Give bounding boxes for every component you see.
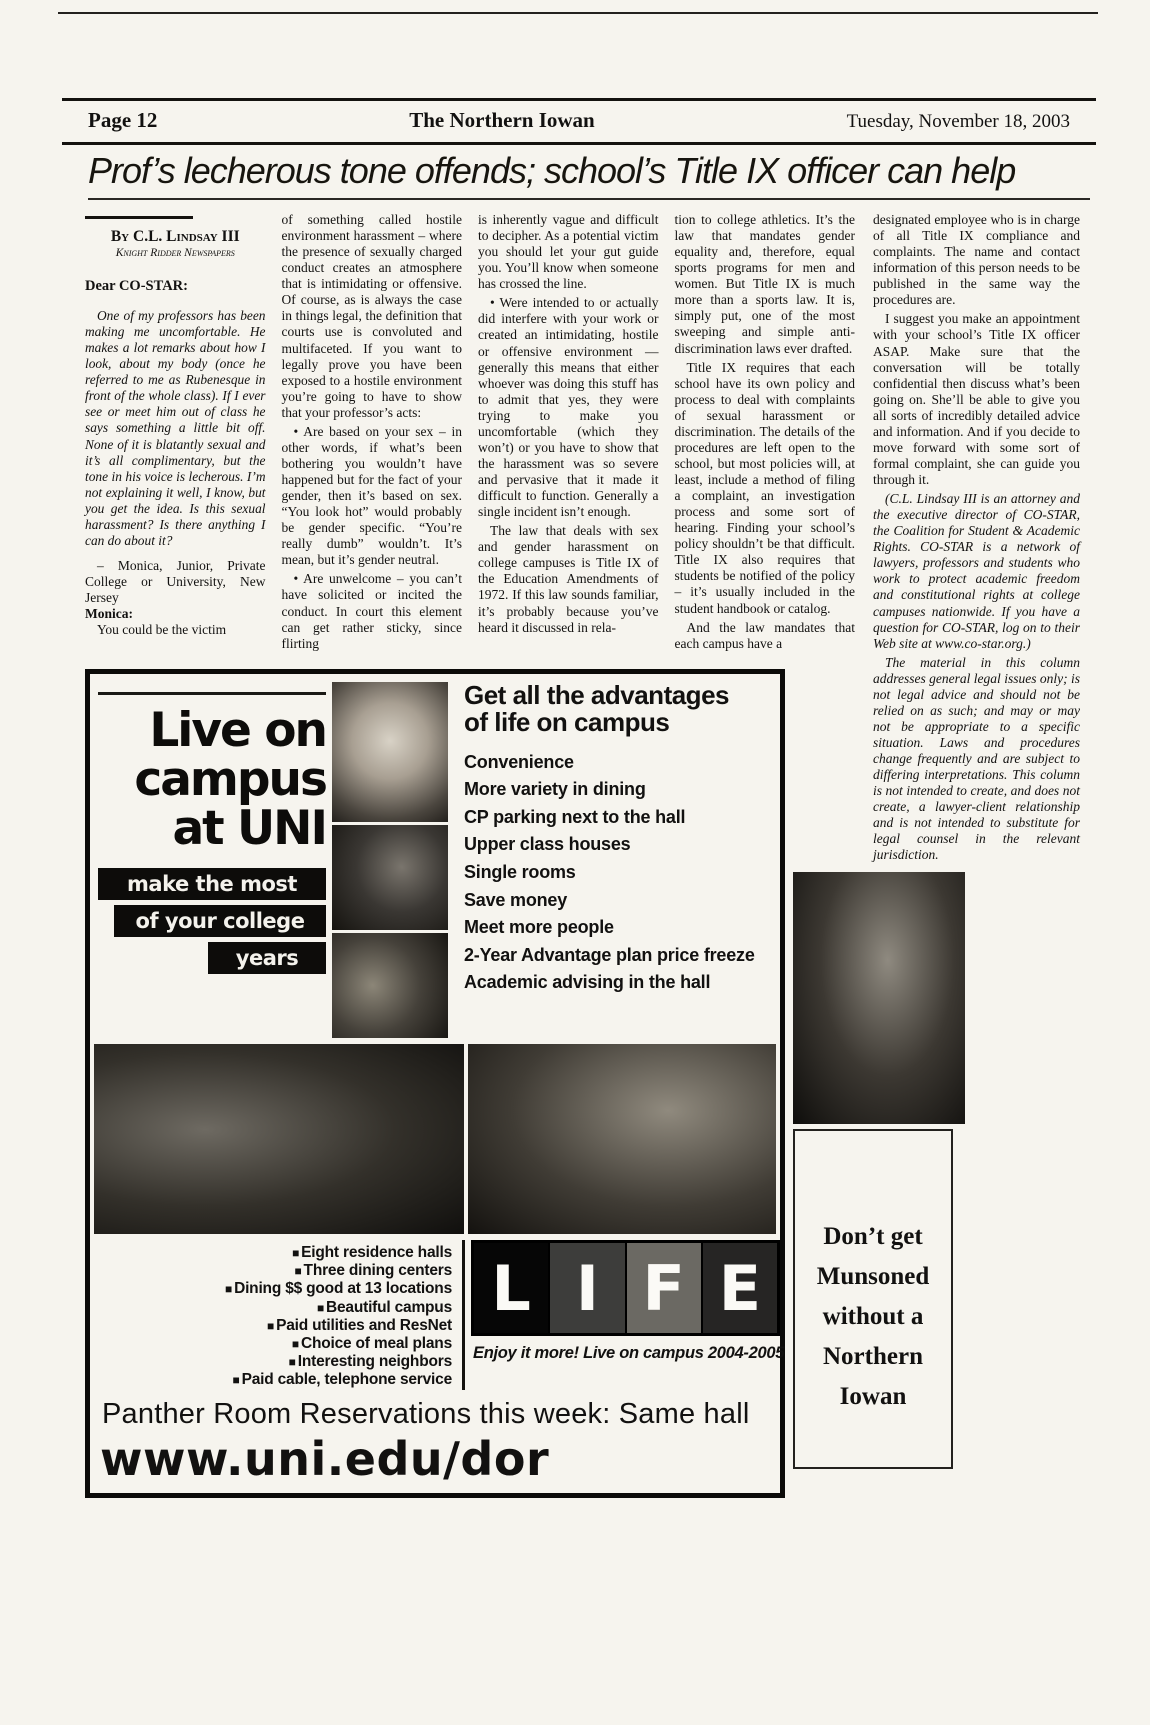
ad-feature-label: Paid utilities and ResNet bbox=[276, 1316, 452, 1334]
page-content bbox=[85, 212, 1095, 1498]
ad-benefit-item: Upper class houses bbox=[464, 834, 631, 855]
article-columns bbox=[85, 212, 855, 660]
house-ad-line: Don’t get bbox=[823, 1222, 923, 1250]
ad-benefits-list bbox=[464, 752, 772, 994]
right-zone bbox=[816, 212, 1080, 1498]
ad-benefit-item: Save money bbox=[464, 889, 568, 910]
masthead bbox=[62, 98, 1096, 145]
paper-name: The Northern Iowan bbox=[409, 108, 595, 132]
campus-photo bbox=[332, 933, 448, 1038]
square-bullet-icon: ■ bbox=[232, 1373, 240, 1388]
article-headline: Prof’s lecherous tone offends; school’s Title IX officer can help bbox=[88, 150, 1016, 191]
ad-top-section bbox=[90, 674, 780, 1044]
article-column-3 bbox=[478, 212, 659, 660]
house-ad-line: Iowan bbox=[839, 1382, 907, 1410]
article-paragraph: • Were intended to or actually did interfere with your work or created an intimidating, hostile or offensive environment — generally this means that either whoever was doing this stuff has to admit that yes, they were trying to make you uncomfortable (which they won’t) or you have to show that the harassment was so severe and pervasive that it made it difficult to function. Generally a single incident isn’t enough. bbox=[478, 295, 659, 520]
ad-group-photos bbox=[90, 1044, 780, 1234]
article-paragraph: • Are unwelcome – you can’t have solicited or incited the conduct. In court this element can get rather sticky, since flirting bbox=[281, 571, 462, 651]
ad-feature-item bbox=[90, 1299, 452, 1317]
ad-feature-label: Interesting neighbors bbox=[297, 1353, 452, 1371]
ad-features-list bbox=[90, 1240, 462, 1390]
ad-benefits-title-line: Get all the advantages bbox=[464, 680, 729, 710]
ad-feature-item bbox=[90, 1335, 452, 1353]
article-disclaimer-paragraph: The material in this column addresses general legal issues only; is not legal advice and should not be relied on as such; and may or may not be appropriate to a specific situation. Laws and procedures change frequently and are subject to differing interpretations. This column is not intended to create, and does not create, a lawyer-client relationship and is not intended to substitute for legal counsel in the relevant jurisdiction. bbox=[873, 654, 1080, 863]
ad-subhead-bar: make the most bbox=[98, 868, 326, 900]
life-logo bbox=[471, 1240, 780, 1336]
life-letter: I bbox=[550, 1243, 624, 1333]
house-ad-line: without a bbox=[822, 1302, 924, 1330]
students-group-photo bbox=[94, 1044, 464, 1234]
campus-photo bbox=[332, 825, 448, 930]
letter-body: One of my professors has been making me uncomfortable. He makes a lot remarks about how I look, about my body (once he referred to me as Rubenesque in front of the whole class). If I ever see or meet him out of class he says something a little bit off. None of it is blatantly sexual and it’s all complimentary, but the tone in his voice is lecherous. I’m not explaining it well, I know, but you get the idea. Is this sexual harassment? Is there anything I can do about it? bbox=[85, 307, 266, 549]
ad-feature-label: Eight residence halls bbox=[301, 1244, 452, 1261]
ad-subhead-bars bbox=[98, 868, 326, 974]
square-bullet-icon: ■ bbox=[316, 1300, 324, 1315]
ad-feature-item bbox=[90, 1280, 452, 1298]
ad-benefit-item: Academic advising in the hall bbox=[464, 972, 711, 993]
students-group-photo bbox=[468, 1044, 776, 1234]
ad-feature-label: Paid cable, telephone service bbox=[241, 1371, 452, 1389]
ad-feature-label: Choice of meal plans bbox=[300, 1335, 452, 1353]
ad-bottom-section bbox=[90, 1240, 785, 1390]
article-paragraph: is inherently vague and difficult to decipher. As a potential victim you should let your gut guide you. You’ll know when someone has crossed the line. bbox=[478, 212, 659, 292]
ad-rule bbox=[98, 692, 326, 695]
ad-tagline: Enjoy it more! Live on campus 2004-2005 bbox=[473, 1344, 785, 1362]
house-ad-line: Northern bbox=[823, 1342, 923, 1370]
ad-benefit-item: CP parking next to the hall bbox=[464, 806, 686, 827]
ad-subhead-bar: of your college bbox=[114, 905, 326, 937]
reservation-line: Panther Room Reservations this week: Same hall bbox=[102, 1398, 750, 1430]
ad-headline-block bbox=[98, 682, 326, 1044]
article-paragraph: Title IX requires that each school have its own policy and process to deal with complaints of sexual harassment or discrimination. The details of the procedures are left open to the school, but most policies will, at least, include a method of filing a complaint, an investigation process and some sort of hearing. Finding your school’s policy shouldn’t be that difficult. Title IX also requires that students be notified of the policy – it’s usually included in the student handbook or catalog. bbox=[674, 359, 855, 616]
ad-benefit-item: Single rooms bbox=[464, 861, 576, 882]
headline-block bbox=[88, 150, 1090, 200]
reply-salutation: Monica: bbox=[85, 606, 133, 622]
headline-rule bbox=[88, 198, 1090, 200]
square-bullet-icon: ■ bbox=[267, 1318, 275, 1333]
uni-live-on-campus-ad bbox=[85, 669, 785, 1498]
article-paragraph: • Are based on your sex – in other words, if what’s been bothering you wouldn’t have happened but for the fact of your gender, then it’s based on sex. “You look hot” would probably be gender specific. “You’re really dumb” wouldn’t. It’s mean, but it’s gender neutral. bbox=[281, 423, 462, 568]
life-letter: F bbox=[627, 1243, 701, 1333]
article-paragraph: of something called hostile environment harassment – where the presence of sexually charged conduct creates an atmosphere that is intimidating or offensive. Of course, as is always the case in things legal, the definition that courts use is convoluted and multifaceted. If you want to legally prove you have been exposed to a hostile environment you’re going to have to show that your professor’s acts: bbox=[281, 212, 462, 420]
northern-iowan-house-ad bbox=[793, 1129, 953, 1469]
ad-feature-item bbox=[90, 1317, 452, 1335]
article-column-1 bbox=[85, 212, 266, 660]
article-paragraph: tion to college athletics. It’s the law that mandates gender equality and, therefore, equal sports programs for men and women. But Title IX is much more than a sports law. It is, simply put, one of the most sweeping and simple anti-discrimination laws ever drafted. bbox=[674, 212, 855, 356]
byline-credit: Knight Ridder Newspapers bbox=[115, 247, 235, 260]
life-logo-block bbox=[462, 1240, 785, 1390]
ad-benefits-block bbox=[448, 682, 772, 1044]
ad-feature-item bbox=[90, 1353, 452, 1371]
ad-feature-item bbox=[90, 1371, 452, 1389]
article-paragraph: designated employee who is in charge of all Title IX compliance and complaints. The name and contact information of this person needs to be published in the same way the procedures are. bbox=[873, 212, 1080, 308]
article-bio-paragraph: (C.L. Lindsay III is an attorney and the executive director of CO-STAR, the Coalition for Student & Academic Rights. CO-STAR is a network of lawyers, professors and students who work to protect academic freedom and constitutional rights at college campuses nationwide. If you have a question for CO-STAR, log on to their Web site at www.co-star.org.) bbox=[873, 491, 1080, 651]
life-letter: E bbox=[703, 1243, 777, 1333]
ad-feature-item bbox=[90, 1262, 452, 1280]
ad-feature-label: Dining $$ good at 13 locations bbox=[234, 1280, 452, 1298]
ad-subhead-bar: years bbox=[208, 942, 326, 974]
ad-benefit-item: More variety in dining bbox=[464, 779, 646, 800]
ad-headline-line: at UNI bbox=[172, 800, 326, 856]
page-number: Page 12 bbox=[88, 108, 158, 132]
article-paragraph: And the law mandates that each campus have a bbox=[674, 619, 855, 651]
students-photo bbox=[793, 872, 965, 1124]
ad-url: www.uni.edu/dor bbox=[100, 1432, 550, 1486]
ad-headline-line: campus bbox=[134, 751, 326, 807]
ad-photo-strip bbox=[326, 682, 448, 1044]
ad-benefit-item: Convenience bbox=[464, 751, 574, 772]
ad-feature-item bbox=[90, 1244, 452, 1262]
square-bullet-icon: ■ bbox=[294, 1264, 302, 1279]
square-bullet-icon: ■ bbox=[291, 1337, 299, 1352]
left-zone bbox=[85, 212, 855, 1498]
ad-benefit-item: 2-Year Advantage plan price freeze bbox=[464, 944, 755, 965]
article-column-4 bbox=[675, 212, 856, 660]
student-portrait-photo bbox=[332, 682, 448, 822]
letter-salutation: Dear CO-STAR: bbox=[85, 277, 188, 294]
ad-benefits-title-line: of life on campus bbox=[464, 707, 670, 738]
article-column-5 bbox=[873, 212, 1080, 864]
page-edge-line bbox=[58, 12, 1098, 14]
square-bullet-icon: ■ bbox=[288, 1355, 296, 1370]
byline: By C.L. Lindsay III bbox=[110, 228, 240, 245]
square-bullet-icon: ■ bbox=[225, 1282, 233, 1297]
life-letter: L bbox=[474, 1243, 548, 1333]
article-paragraph: The law that deals with sex and gender harassment on college campuses is Title IX of the Education Amendments of 1972. If this law sounds familiar, it’s probably because you’ve heard it discussed in rela- bbox=[478, 523, 659, 635]
letter-signature: – Monica, Junior, Private College or University, New Jersey bbox=[85, 558, 266, 606]
ad-feature-label: Three dining centers bbox=[303, 1262, 452, 1280]
ad-feature-label: Beautiful campus bbox=[326, 1298, 452, 1316]
issue-date: Tuesday, November 18, 2003 bbox=[846, 111, 1070, 132]
byline-rule bbox=[85, 216, 193, 219]
article-column-2 bbox=[282, 212, 463, 660]
square-bullet-icon: ■ bbox=[292, 1246, 300, 1260]
ad-benefit-item: Meet more people bbox=[464, 917, 614, 938]
article-paragraph: I suggest you make an appointment with your school’s Title IX officer ASAP. Make sure that the conversation will be totally confidential then discuss what’s been going on. She’ll be able to give you all sorts of incredibly detailed advice and information. And if you decide to move forward with some sort of formal complaint, she can guide you through it. bbox=[873, 311, 1080, 487]
house-ad-line: Munsoned bbox=[816, 1262, 930, 1290]
reply-opening: You could be the victim bbox=[97, 622, 227, 638]
ad-headline-line: Live on bbox=[149, 703, 326, 758]
